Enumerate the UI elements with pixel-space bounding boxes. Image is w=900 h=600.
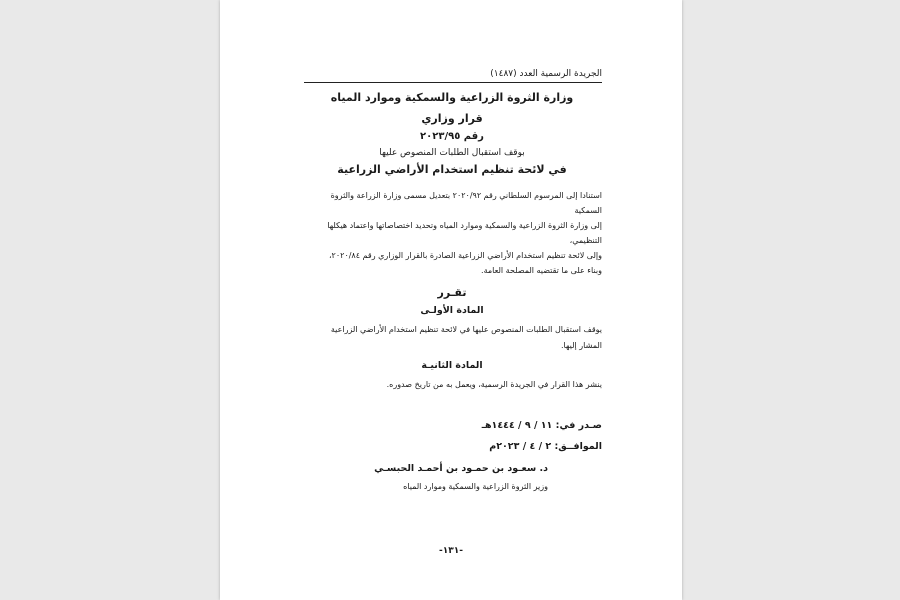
- document-page: [220, 0, 682, 600]
- article-2-title: المادة الثانيـة: [421, 360, 483, 371]
- signatory-title: وزير الثروة الزراعية والسمكية وموارد المياه: [403, 482, 548, 491]
- decides-heading: تقـرر: [437, 286, 467, 299]
- decision-subject-2: في لائحة تنظيم استخدام الأراضي الزراعية: [337, 163, 567, 176]
- issue-dates: [302, 415, 602, 457]
- gregorian-date: الموافــق: ٢ / ٤ / ٢٠٢٣م: [489, 441, 602, 452]
- signatory-name: د. سعـود بن حمـود بن أحمـد الحبسـي: [374, 463, 548, 474]
- gazette-header: الجريدة الرسمية العدد (١٤٨٧): [304, 68, 602, 83]
- ministry-name: وزارة الثروة الزراعية والسمكية وموارد المياه: [330, 91, 574, 104]
- decision-type: قرار وزاري: [421, 112, 483, 125]
- page-number: -١٣١-: [439, 546, 463, 556]
- preamble-line: التنظيمي،: [569, 236, 602, 245]
- article-1-title: المادة الأولـى: [420, 305, 484, 316]
- preamble-line: استنادا إلى المرسوم السلطاني رقم ٢٠٢٠/٩٢ بتعديل مسمى وزارة الزراعة والثروة السمكية: [330, 191, 602, 215]
- preamble-line: وبناء على ما تقتضيه المصلحة العامة.: [481, 266, 602, 275]
- article-1-body: [302, 322, 602, 354]
- hijri-date: صـدر في: ١١ / ٩ / ١٤٤٤هـ: [481, 420, 602, 431]
- article-line: المشار إليها.: [560, 341, 602, 350]
- article-line: يوقف استقبال الطلبات المنصوص عليها في لائحة تنظيم استخدام الأراضي الزراعية: [330, 325, 602, 334]
- article-2-body: [302, 377, 602, 393]
- preamble-line: وإلى لائحة تنظيم استخدام الأراضي الزراعية الصادرة بالقرار الوزاري رقم ٢٠٢٠/٨٤،: [328, 251, 602, 260]
- decision-subject: بوقف استقبال الطلبات المنصوص عليها: [379, 148, 525, 158]
- decision-document: [302, 68, 602, 491]
- decision-number: رقم ٢٠٢٣/٩٥: [420, 131, 484, 142]
- article-line: ينشر هذا القرار في الجريدة الرسمية، ويعمل به من تاريخ صدوره.: [386, 380, 602, 389]
- preamble: [302, 188, 602, 278]
- preamble-line: إلى وزارة الثروة الزراعية والسمكية وموارد المياه وتحديد اختصاصاتها واعتماد هيكلها: [327, 221, 602, 230]
